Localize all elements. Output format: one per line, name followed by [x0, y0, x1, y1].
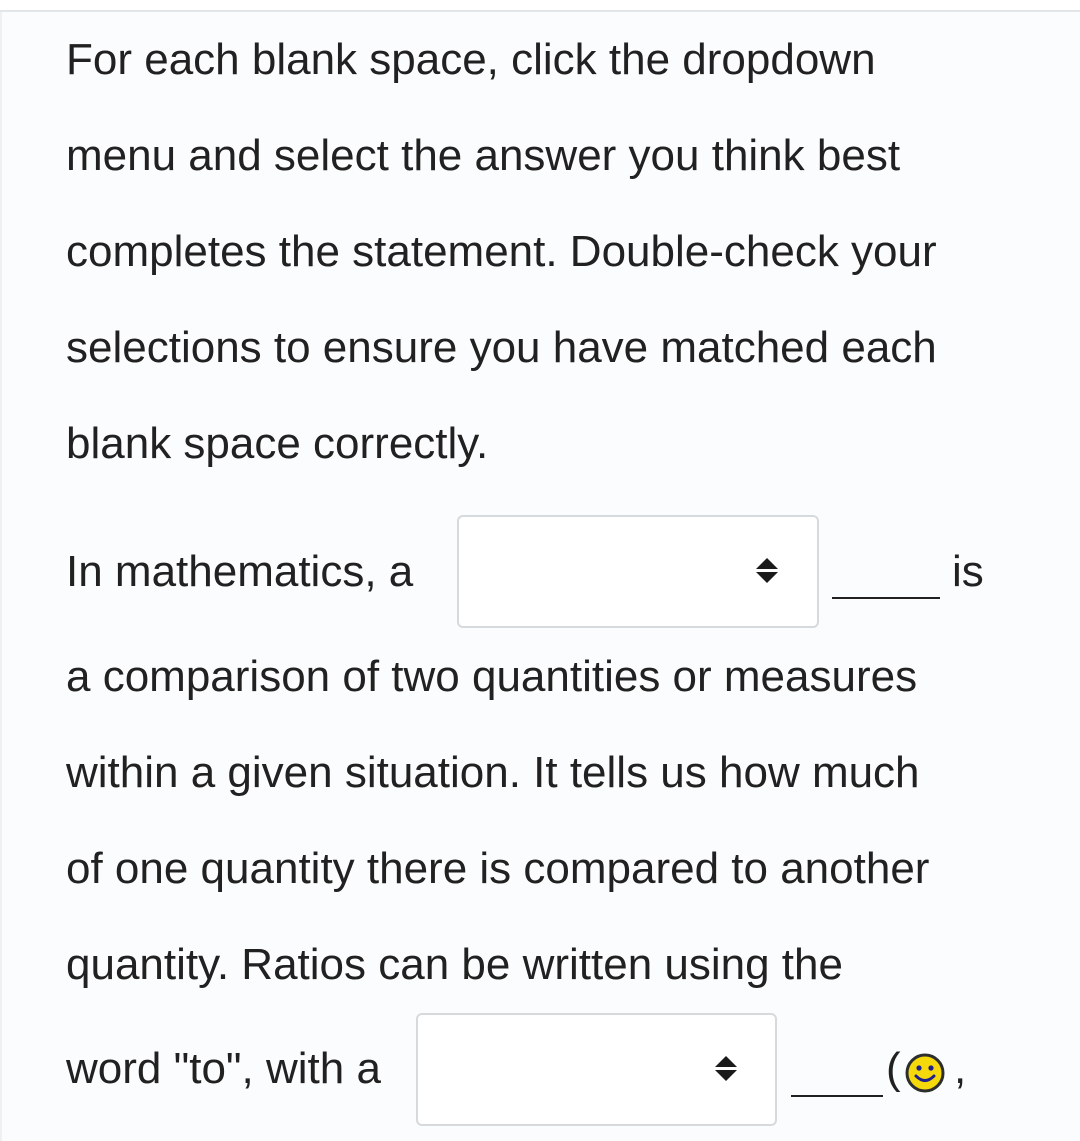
instruction-line-4: selections to ensure you have matched each	[66, 323, 937, 372]
answer-dropdown-1[interactable]	[457, 515, 819, 628]
question-panel	[0, 12, 1080, 1141]
instruction-line-2: menu and select the answer you think best	[66, 131, 901, 180]
instruction-line-5: blank space correctly.	[66, 419, 489, 468]
updown-arrows-icon	[756, 558, 778, 586]
instruction-line-1: For each blank space, click the dropdown	[66, 35, 876, 84]
statement-comma: ,	[954, 1044, 967, 1093]
statement-line-5: quantity. Ratios can be written using the	[66, 940, 843, 989]
blank-underline-1	[832, 597, 940, 599]
blank-underline-2	[791, 1095, 883, 1097]
statement-line-3: within a given situation. It tells us how much	[66, 748, 920, 797]
answer-dropdown-2[interactable]	[416, 1013, 777, 1126]
statement-paren: (	[886, 1044, 901, 1093]
statement-line-2: a comparison of two quantities or measures	[66, 652, 918, 701]
updown-arrows-icon	[715, 1056, 737, 1084]
statement-line-4: of one quantity there is compared to another	[66, 844, 930, 893]
statement-prefix-2: word "to", with a	[66, 1044, 381, 1093]
top-divider	[0, 0, 1080, 12]
smiley-icon	[905, 1053, 945, 1093]
statement-prefix-1: In mathematics, a	[66, 547, 414, 596]
instruction-line-3: completes the statement. Double-check your	[66, 227, 937, 276]
statement-suffix-1: is	[952, 547, 984, 596]
